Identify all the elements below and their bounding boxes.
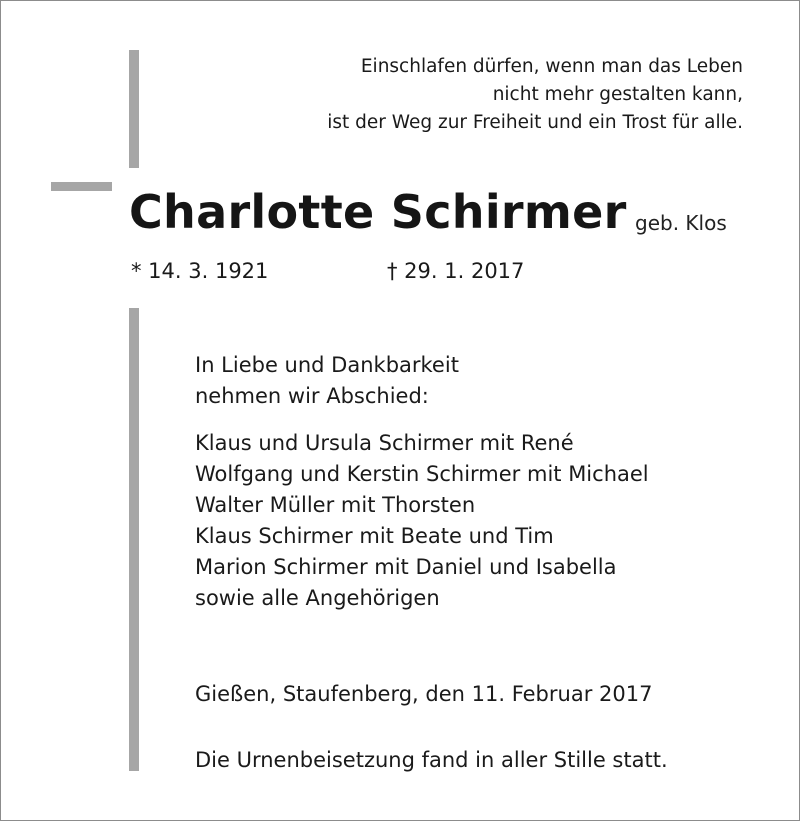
cross-vertical-top — [129, 50, 139, 168]
cross-horizontal — [51, 182, 112, 191]
quote — [327, 53, 743, 137]
quote-line: ist der Weg zur Freiheit und ein Trost für alle. — [327, 112, 743, 133]
quote-line: nicht mehr gestalten kann, — [492, 84, 743, 105]
deceased-name: Charlotte Schirmer — [129, 185, 627, 239]
mourner-line: Marion Schirmer mit Daniel und Isabella — [195, 555, 617, 579]
intro-line: In Liebe und Dankbarkeit — [195, 353, 459, 377]
mourner-line: Wolfgang und Kerstin Schirmer mit Michael — [195, 462, 649, 486]
intro — [195, 350, 459, 412]
mourner-line: sowie alle Angehörigen — [195, 586, 440, 610]
mourners-list — [195, 428, 649, 614]
cross-vertical-bottom — [129, 308, 139, 771]
mourner-line: Walter Müller mit Thorsten — [195, 493, 476, 517]
mourner-line: Klaus und Ursula Schirmer mit René — [195, 431, 574, 455]
burial-note: Die Urnenbeisetzung fand in aller Stille statt. — [195, 748, 668, 772]
place-date: Gießen, Staufenberg, den 11. Februar 2017 — [195, 682, 653, 706]
birth-date: * 14. 3. 1921 — [131, 259, 269, 283]
intro-line: nehmen wir Abschied: — [195, 384, 429, 408]
death-date: † 29. 1. 2017 — [387, 259, 525, 283]
mourner-line: Klaus Schirmer mit Beate und Tim — [195, 524, 554, 548]
maiden-name: geb. Klos — [635, 211, 727, 235]
quote-line: Einschlafen dürfen, wenn man das Leben — [360, 56, 743, 77]
